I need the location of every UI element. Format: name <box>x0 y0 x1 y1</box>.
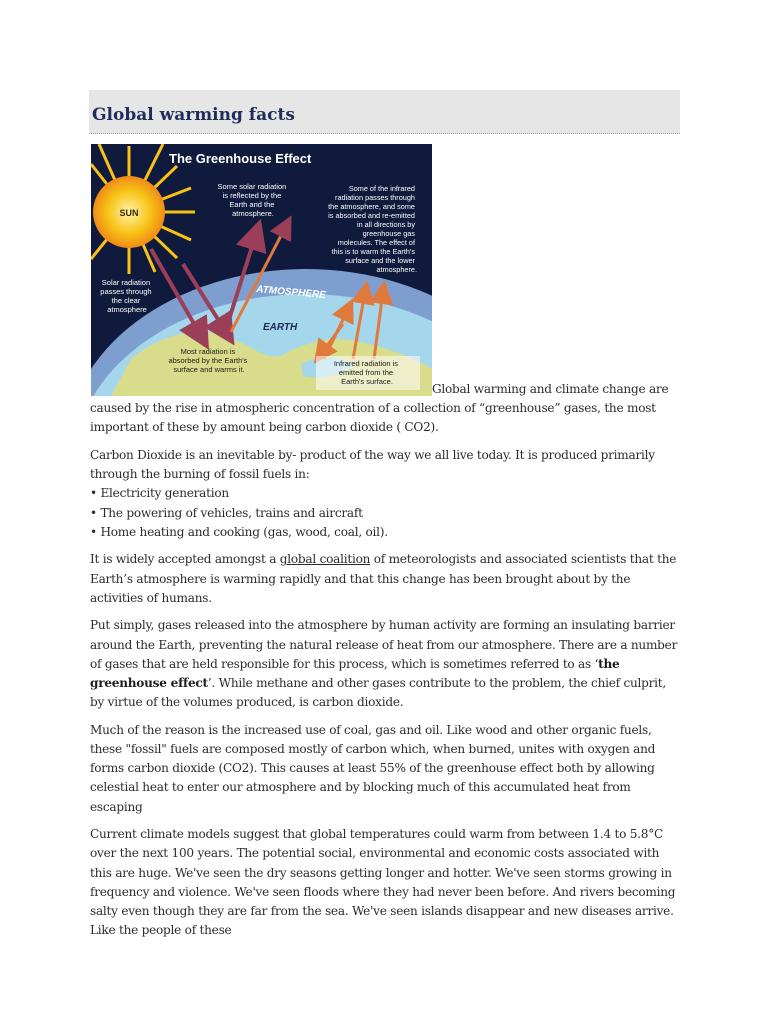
paragraph-intro: Global warming and climate change are caused by the rise in atmospheric concentration of a collection of “greenhouse” gases, the most important of these by amount being carbon dioxide ( CO2). <box>90 382 669 435</box>
reflected-caption: Some solar radiation is reflected by the Earth and the atmosphere. <box>217 182 287 218</box>
greenhouse-effect-term: the greenhouse effect <box>90 656 620 691</box>
greenhouse-effect-figure <box>91 144 432 396</box>
bullet-item: • Home heating and cooking (gas, wood, coal, oil). <box>90 524 388 539</box>
emitted-caption: Infrared radiation is emitted from the Earth's surface. <box>333 359 399 386</box>
earth-label: EARTH <box>263 322 298 333</box>
consensus-text-before: It is widely accepted amongst a <box>90 552 280 567</box>
solar-caption: Solar radiation passes through the clear atmosphere <box>100 278 152 314</box>
bullet-item: • The powering of vehicles, trains and aircraft <box>90 505 363 520</box>
greenhouse-text-before: Put simply, gases released into the atmosphere by human activity are forming an insulating barrier around the Earth, preventing the natural release of heat from our atmosphere. There are a number of gases that are held responsible for this process, which is sometimes referred to as ‘ <box>90 618 678 671</box>
paragraph-consensus <box>90 550 680 608</box>
global-coalition-link[interactable]: global coalition <box>279 552 371 567</box>
page-title: Global warming facts <box>92 105 295 125</box>
greenhouse-diagram <box>91 144 432 396</box>
paragraph-fossil-fuels: Much of the reason is the increased use of coal, gas and oil. Like wood and other organic fuels, these "fossil" fuels are composed mostly of carbon which, when burned, unites with oxygen and forms carbon dioxide (CO2). This causes at least 55% of the greenhouse effect both by allowing celestial heat to enter our atmosphere and by blocking much of this accumulated heat from escaping <box>90 722 656 814</box>
article-body <box>90 380 680 949</box>
paragraph-greenhouse <box>90 616 680 712</box>
sun-label: SUN <box>119 208 139 218</box>
figure-title: The Greenhouse Effect <box>169 151 312 166</box>
absorbed-caption: Most radiation is absorbed by the Earth's surface and warms it. <box>168 347 248 374</box>
consensus-text-after: of meteorologists and associated scientists that the Earth’s atmosphere is warming rapidly and that this change has been brought about by the activities of humans. <box>90 552 677 605</box>
infrared-caption: Some of the infrared radiation passes through the atmosphere, and some is absorbed and re-emitted in all directions by greenhouse gas molecules. The effect of this is to warm the Earth's surface and the lower atmosphere. <box>328 184 417 274</box>
paragraph-climate-models: Current climate models suggest that global temperatures could warm from between 1.4 to 5.8°C over the next 100 years. The potential social, environmental and economic costs associated with this are huge. We've seen the dry seasons getting longer and hotter. We've seen storms growing in frequency and violence. We've seen floods where they had never been before. And rivers becoming salty even though they are far from the sea. We've seen islands disappear and new diseases arrive. Like the people of these <box>90 827 676 938</box>
paragraph-co2-lead: Carbon Dioxide is an inevitable by- product of the way we all live today. It is produced primarily through the burning of fossil fuels in: <box>90 448 655 482</box>
title-bar <box>89 90 680 134</box>
bullet-item: • Electricity generation <box>90 486 229 501</box>
paragraph-co2-sources <box>90 446 680 542</box>
greenhouse-text-after: ’. While methane and other gases contribute to the problem, the chief culprit, by virtue of the volumes produced, is carbon dioxide. <box>90 676 666 710</box>
atmosphere-label: ATMOSPHERE <box>255 284 327 302</box>
